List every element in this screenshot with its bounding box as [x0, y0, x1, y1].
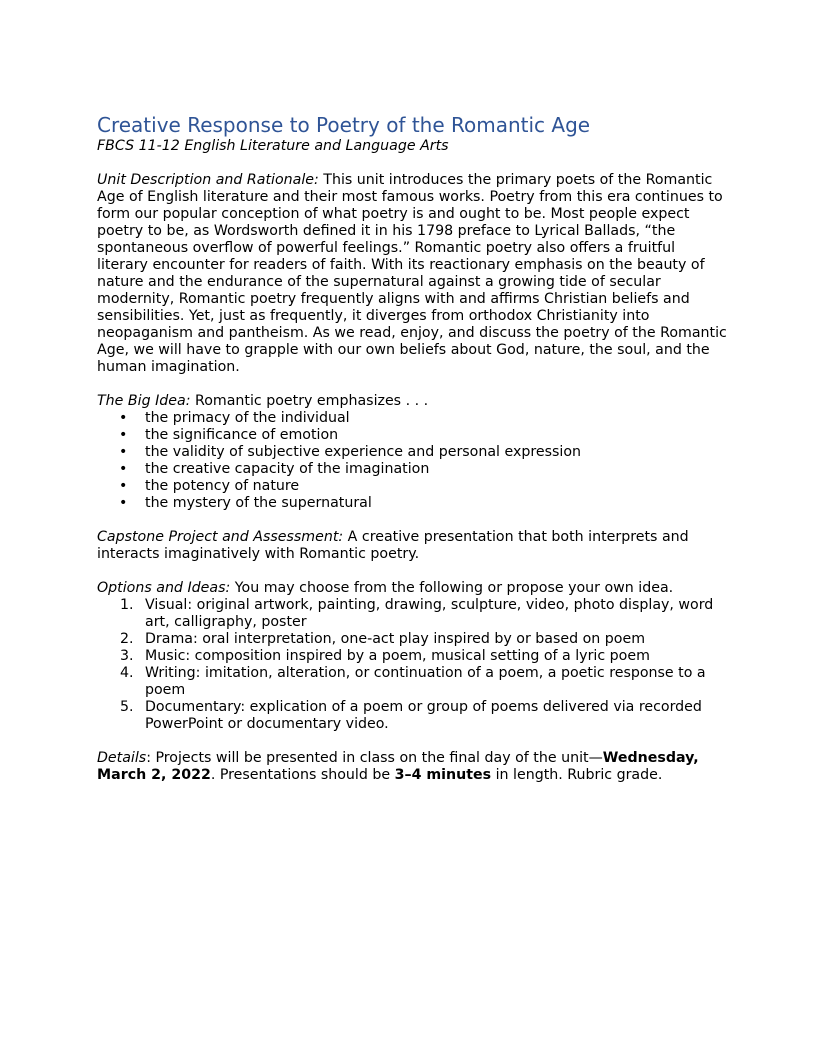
- options-text: You may choose from the following or propose your own idea.: [230, 580, 674, 596]
- list-number: 2.: [120, 631, 134, 647]
- list-item-text: Visual: original artwork, painting, drawing, sculpture, video, photo display, word art, calligraphy, poster: [145, 597, 714, 630]
- list-number: 1.: [120, 597, 134, 613]
- unit-description-label: Unit Description and Rationale:: [97, 172, 319, 188]
- big-idea-label: The Big Idea:: [97, 393, 191, 409]
- big-idea-text: Romantic poetry emphasizes . . .: [190, 393, 429, 409]
- list-item-text: the potency of nature: [145, 478, 300, 494]
- big-idea-list: [97, 410, 727, 512]
- list-item-text: the significance of emotion: [145, 427, 339, 443]
- options-label: Options and Ideas:: [97, 580, 231, 596]
- list-number: 5.: [120, 699, 134, 715]
- details-paragraph: [97, 750, 727, 784]
- bullet-icon: •: [119, 410, 128, 426]
- list-item-text: Documentary: explication of a poem or group of poems delivered via recorded PowerPoint or documentary video.: [145, 699, 702, 732]
- list-item: [97, 444, 727, 461]
- unit-description-paragraph: [97, 172, 727, 376]
- list-item-text: the validity of subjective experience and personal expression: [145, 444, 582, 460]
- list-item: [97, 410, 727, 427]
- list-item-text: the primacy of the individual: [145, 410, 350, 426]
- list-item: [97, 699, 727, 733]
- document-page: [97, 112, 727, 784]
- bullet-icon: •: [119, 461, 128, 477]
- bullet-icon: •: [119, 495, 128, 511]
- list-item: [97, 427, 727, 444]
- list-item: [97, 597, 727, 631]
- bullet-icon: •: [119, 478, 128, 494]
- options-paragraph: [97, 580, 727, 597]
- big-idea-paragraph: [97, 393, 727, 410]
- list-number: 4.: [120, 665, 134, 681]
- document-title: Creative Response to Poetry of the Romantic Age: [97, 113, 591, 137]
- list-item: [97, 631, 727, 648]
- list-item: [97, 648, 727, 665]
- document-subtitle: FBCS 11-12 English Literature and Language Arts: [97, 138, 449, 154]
- list-item: [97, 665, 727, 699]
- list-item: [97, 461, 727, 478]
- list-item-text: the creative capacity of the imagination: [145, 461, 430, 477]
- bullet-icon: •: [119, 427, 128, 443]
- details-text-2: . Presentations should be: [210, 767, 395, 783]
- unit-description-text: This unit introduces the primary poets of the Romantic Age of English literature and their most famous works. Poetry from this era continues to form our popular conception of what poetry is and ought to be. Most people expect poetry to be, as Wordsworth defined it in his 1798 preface to Lyrical Ballads, “the spontaneous overflow of powerful feelings.” Romantic poetry also offers a fruitful literary encounter for readers of faith. With its reactionary emphasis on the beauty of nature and the endurance of the supernatural against a growing tide of secular modernity, Romantic poetry frequently aligns with and affirms Christian beliefs and sensibilities. Yet, just as frequently, it diverges from orthodox Christianity into neopaganism and pantheism. As we read, enjoy, and discuss the poetry of the Romantic Age, we will have to grapple with our own beliefs about God, nature, the soul, and the human imagination.: [97, 172, 727, 375]
- details-text-1: : Projects will be presented in class on the final day of the unit—: [146, 750, 603, 766]
- capstone-label: Capstone Project and Assessment:: [97, 529, 344, 545]
- capstone-paragraph: [97, 529, 727, 563]
- capstone-text: A creative presentation that both interprets and interacts imaginatively with Romantic poetry.: [97, 529, 689, 562]
- list-item: [97, 478, 727, 495]
- list-item: [97, 495, 727, 512]
- options-list: [97, 597, 727, 733]
- list-item-text: Music: composition inspired by a poem, musical setting of a lyric poem: [145, 648, 650, 664]
- details-text-3: in length. Rubric grade.: [491, 767, 663, 783]
- list-item-text: the mystery of the supernatural: [145, 495, 372, 511]
- list-number: 3.: [120, 648, 134, 664]
- details-length: 3–4 minutes: [394, 767, 492, 783]
- list-item-text: Writing: imitation, alteration, or continuation of a poem, a poetic response to a poem: [145, 665, 706, 698]
- bullet-icon: •: [119, 444, 128, 460]
- details-label: Details: [97, 750, 147, 766]
- details-date: Wednesday, March 2, 2022: [97, 750, 699, 783]
- list-item-text: Drama: oral interpretation, one-act play inspired by or based on poem: [145, 631, 646, 647]
